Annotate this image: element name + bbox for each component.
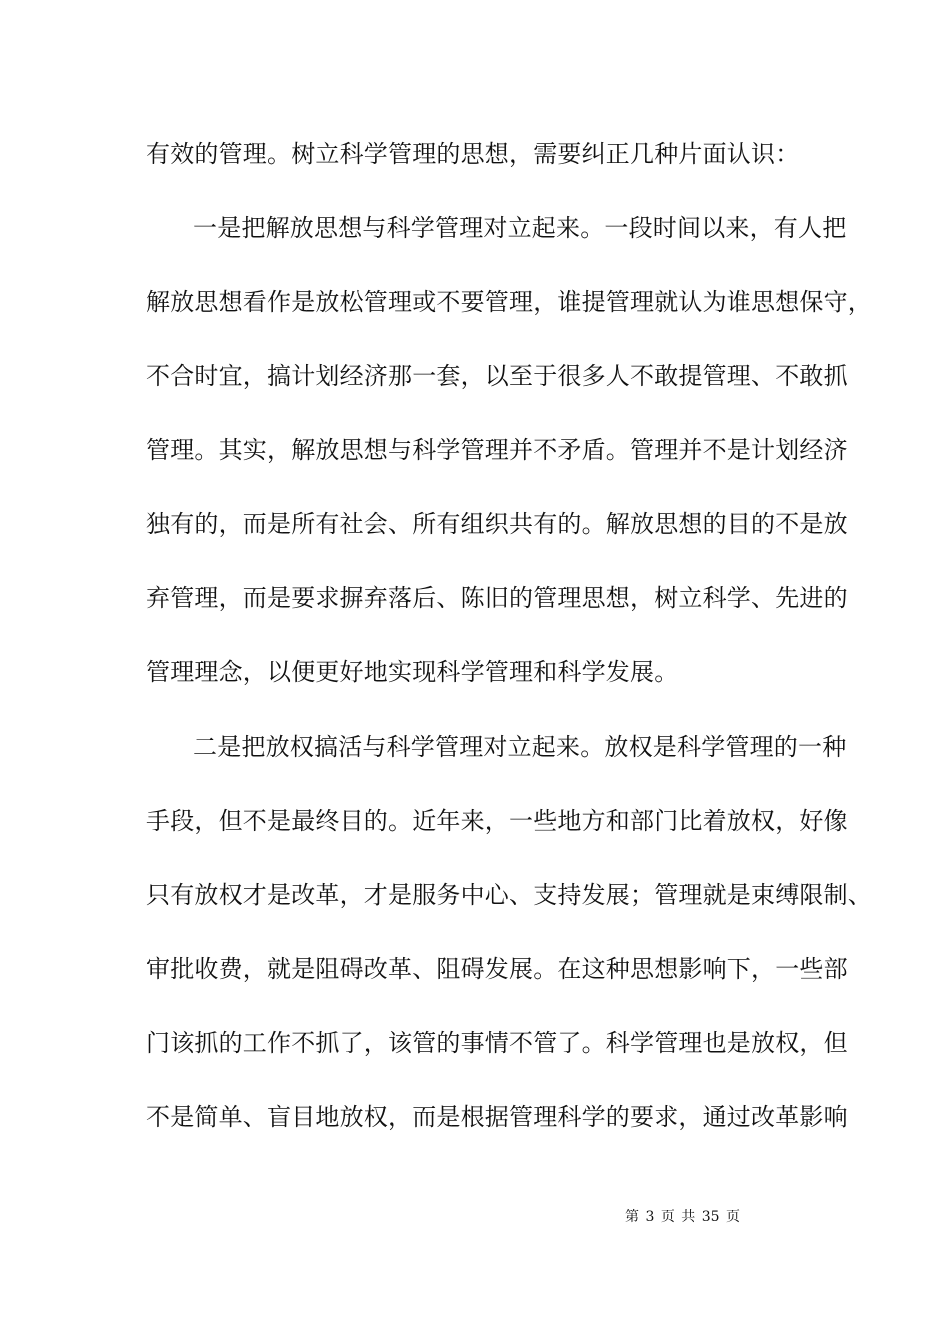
text-line-10: 手段，但不是最终目的。近年来，一些地方和部门比着放权，好像 — [146, 807, 848, 835]
text-line-4: 不合时宜，搞计划经济那一套，以至于很多人不敢提管理、不敢抓 — [146, 362, 848, 390]
page-number-footer: 第 3 页 共 35 页 — [625, 1209, 740, 1225]
text-line-6: 独有的，而是所有社会、所有组织共有的。解放思想的目的不是放 — [146, 510, 848, 538]
text-line-7: 弃管理，而是要求摒弃落后、陈旧的管理思想，树立科学、先进的 — [146, 584, 848, 612]
text-line-13: 门该抓的工作不抓了，该管的事情不管了。科学管理也是放权，但 — [146, 1029, 848, 1057]
text-line-11: 只有放权才是改革，才是服务中心、支持发展；管理就是束缚限制、 — [146, 881, 872, 909]
paragraph-1-start: 一是把解放思想与科学管理对立起来。一段时间以来，有人把 — [193, 214, 847, 242]
paragraph-2-start: 二是把放权搞活与科学管理对立起来。放权是科学管理的一种 — [193, 733, 847, 761]
text-line-5: 管理。其实，解放思想与科学管理并不矛盾。管理并不是计划经济 — [146, 436, 848, 464]
text-line-12: 审批收费，就是阻碍改革、阻碍发展。在这种思想影响下，一些部 — [146, 955, 848, 983]
text-line-1: 有效的管理。树立科学管理的思想，需要纠正几种片面认识： — [146, 140, 800, 168]
text-line-14: 不是简单、盲目地放权，而是根据管理科学的要求，通过改革影响 — [146, 1103, 848, 1131]
text-line-8: 管理理念，以便更好地实现科学管理和科学发展。 — [146, 658, 679, 686]
text-line-3: 解放思想看作是放松管理或不要管理，谁提管理就认为谁思想保守， — [146, 288, 872, 316]
